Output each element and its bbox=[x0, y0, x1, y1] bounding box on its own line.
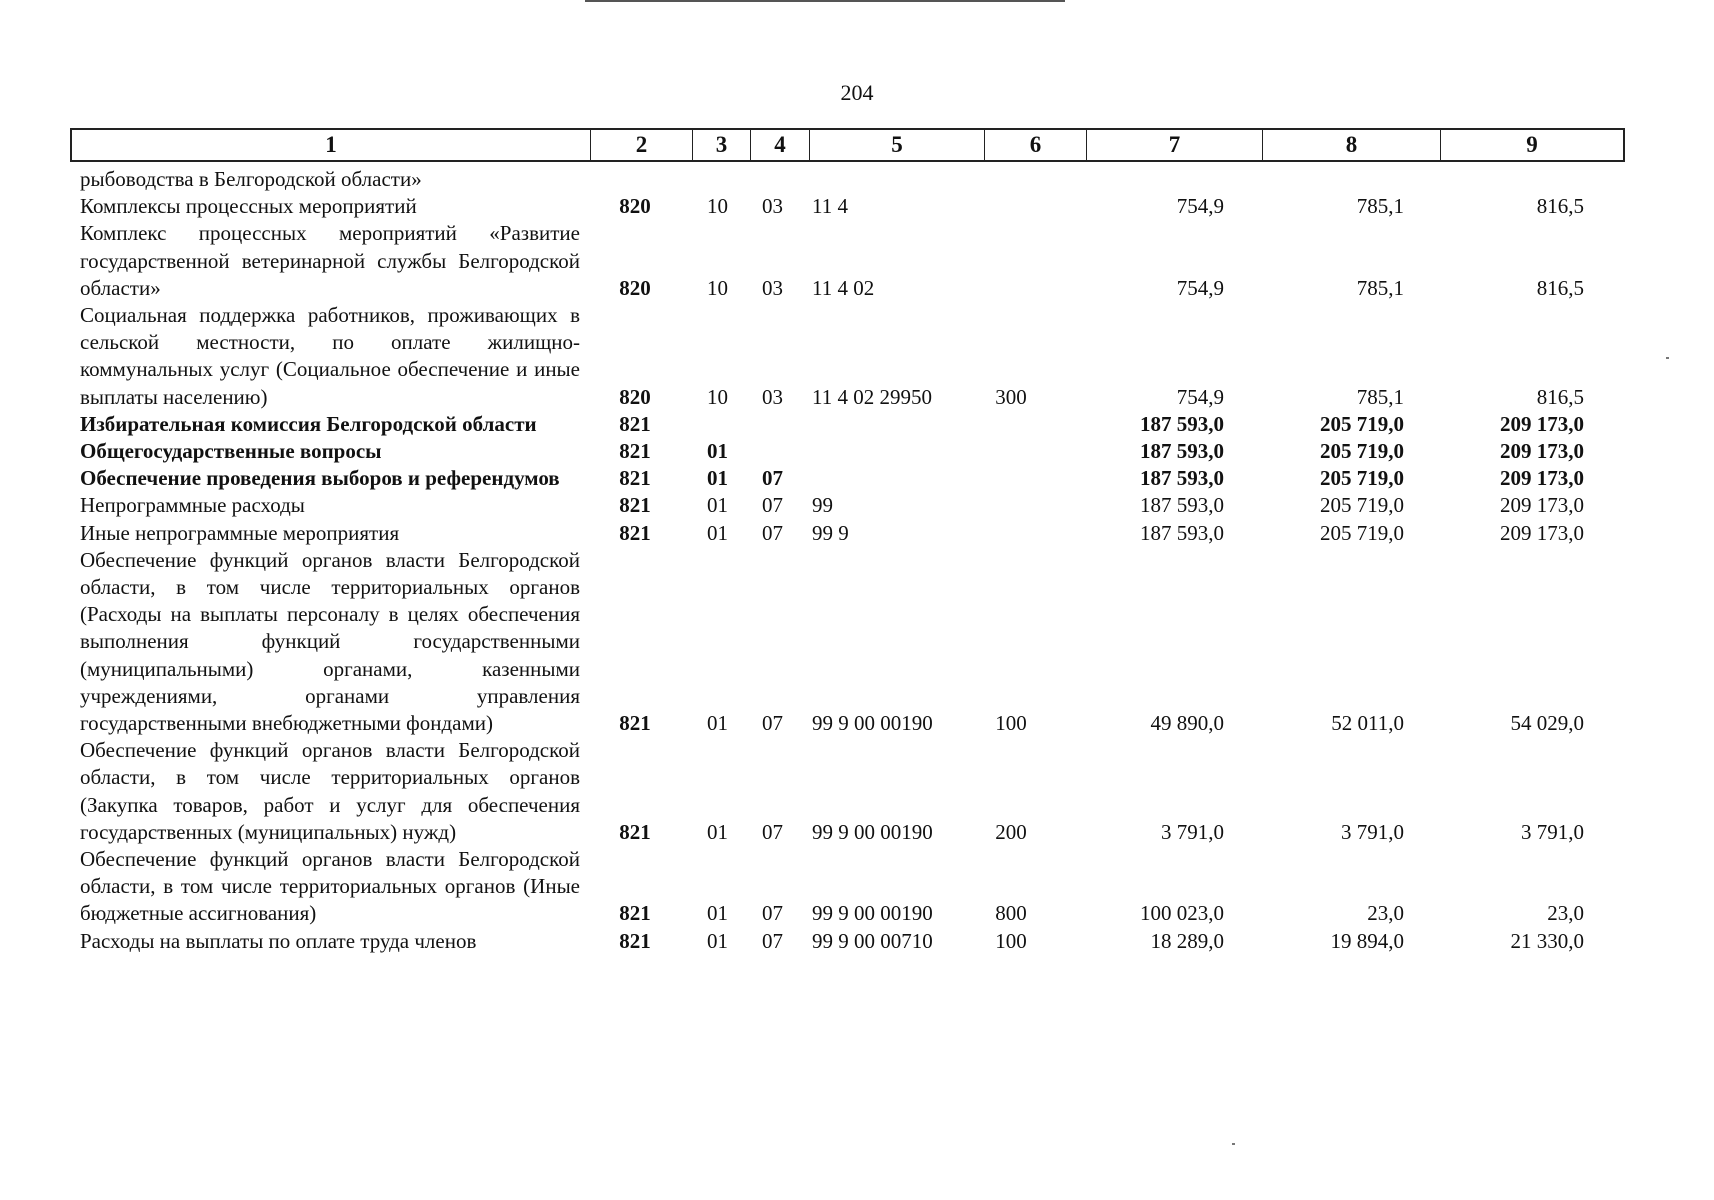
row-pr: 03 bbox=[762, 275, 783, 300]
row-rz: 10 bbox=[707, 275, 728, 300]
row-year3: 3 791,0 bbox=[1521, 819, 1584, 844]
header-col-7: 7 bbox=[1087, 130, 1263, 160]
scan-speck bbox=[1232, 1143, 1235, 1145]
table-row bbox=[80, 302, 1592, 411]
row-csr: 99 9 bbox=[812, 520, 849, 545]
row-year3: 23,0 bbox=[1547, 901, 1584, 926]
row-year2: 785,1 bbox=[1356, 194, 1404, 219]
row-csr: 99 9 00 00710 bbox=[812, 928, 933, 953]
row-year3: 816,5 bbox=[1536, 194, 1584, 219]
row-name: Избирательная комиссия Белгородской области bbox=[80, 411, 537, 436]
row-year3: 209 173,0 bbox=[1500, 411, 1584, 436]
row-csr: 99 9 00 00190 bbox=[812, 819, 933, 844]
row-year2: 785,1 bbox=[1356, 384, 1404, 409]
row-name: Обеспечение функций органов власти Белгородской области, в том числе территориальных органов (Иные бюджетные ассигнования) bbox=[80, 847, 580, 926]
row-ved: 821 bbox=[619, 928, 651, 953]
row-year1: 187 593,0 bbox=[1140, 520, 1224, 545]
row-name: рыбоводства в Белгородской области» bbox=[80, 167, 422, 191]
row-year3: 816,5 bbox=[1536, 384, 1584, 409]
row-vr: 800 bbox=[995, 901, 1027, 926]
table-row bbox=[80, 438, 1592, 465]
header-col-4: 4 bbox=[751, 130, 810, 160]
row-pr: 07 bbox=[762, 819, 783, 844]
table-row bbox=[80, 547, 1592, 737]
row-year1: 18 289,0 bbox=[1150, 928, 1224, 953]
row-year2: 205 719,0 bbox=[1320, 411, 1404, 436]
row-vr: 100 bbox=[995, 928, 1027, 953]
row-pr: 07 bbox=[762, 711, 783, 736]
row-rz: 01 bbox=[707, 711, 728, 736]
row-year2: 205 719,0 bbox=[1320, 493, 1404, 518]
table-row bbox=[80, 166, 1592, 193]
row-csr: 11 4 02 29950 bbox=[812, 384, 932, 409]
row-ved: 821 bbox=[619, 819, 651, 844]
row-csr: 99 9 00 00190 bbox=[812, 711, 933, 736]
row-csr: 99 9 00 00190 bbox=[812, 901, 933, 926]
row-rz: 01 bbox=[707, 819, 728, 844]
header-col-1: 1 bbox=[72, 130, 591, 160]
row-year1: 187 593,0 bbox=[1140, 493, 1224, 518]
row-ved: 821 bbox=[619, 493, 651, 518]
row-year3: 209 173,0 bbox=[1500, 520, 1584, 545]
row-ved: 821 bbox=[619, 411, 651, 436]
header-col-6: 6 bbox=[985, 130, 1087, 160]
row-name: Обеспечение функций органов власти Белгородской области, в том числе территориальных органов (Расходы на выплаты персоналу в целях обеспечения выполнения функций государственными (муниципальными) органами, казенными учреждениями, органами управления государственными внебюджетными фондами) bbox=[80, 547, 580, 736]
row-ved: 821 bbox=[619, 901, 651, 926]
top-rule bbox=[585, 0, 1065, 2]
row-vr: 300 bbox=[995, 384, 1027, 409]
row-year3: 54 029,0 bbox=[1510, 711, 1584, 736]
header-col-5: 5 bbox=[810, 130, 985, 160]
table-row bbox=[80, 520, 1592, 547]
row-year2: 205 719,0 bbox=[1320, 520, 1404, 545]
row-year3: 209 173,0 bbox=[1500, 466, 1584, 491]
table-row bbox=[80, 411, 1592, 438]
row-rz: 01 bbox=[707, 928, 728, 953]
scan-speck bbox=[1666, 357, 1669, 359]
row-pr: 07 bbox=[762, 520, 783, 545]
row-year1: 754,9 bbox=[1176, 194, 1224, 219]
row-rz: 10 bbox=[707, 194, 728, 219]
table-row bbox=[80, 220, 1592, 302]
row-name: Обеспечение функций органов власти Белгородской области, в том числе территориальных органов (Закупка товаров, работ и услуг для обеспечения государственных (муниципальных) нужд) bbox=[80, 738, 580, 844]
row-year1: 187 593,0 bbox=[1140, 411, 1224, 436]
header-col-8: 8 bbox=[1263, 130, 1441, 160]
table-body bbox=[80, 166, 1592, 955]
table-row bbox=[80, 737, 1592, 846]
row-year1: 187 593,0 bbox=[1140, 466, 1224, 491]
header-col-2: 2 bbox=[591, 130, 693, 160]
row-ved: 820 bbox=[619, 194, 651, 219]
row-name: Непрограммные расходы bbox=[80, 493, 305, 518]
row-year3: 21 330,0 bbox=[1510, 928, 1584, 953]
row-rz: 01 bbox=[707, 520, 728, 545]
row-year1: 754,9 bbox=[1176, 275, 1224, 300]
table-row bbox=[80, 492, 1592, 519]
header-col-3: 3 bbox=[693, 130, 751, 160]
page-number: 204 bbox=[840, 80, 874, 105]
row-pr: 07 bbox=[762, 466, 783, 491]
header-col-9: 9 bbox=[1526, 132, 1538, 157]
row-year1: 49 890,0 bbox=[1150, 711, 1224, 736]
row-year3: 209 173,0 bbox=[1500, 439, 1584, 464]
row-pr: 07 bbox=[762, 493, 783, 518]
row-vr: 200 bbox=[995, 819, 1027, 844]
row-year3: 209 173,0 bbox=[1500, 493, 1584, 518]
row-csr: 11 4 02 bbox=[812, 275, 875, 300]
row-ved: 821 bbox=[619, 711, 651, 736]
row-year2: 785,1 bbox=[1356, 275, 1404, 300]
row-rz: 01 bbox=[707, 439, 728, 464]
row-year1: 754,9 bbox=[1176, 384, 1224, 409]
row-year3: 816,5 bbox=[1536, 275, 1584, 300]
row-pr: 07 bbox=[762, 901, 783, 926]
row-year2: 19 894,0 bbox=[1330, 928, 1404, 953]
row-rz: 01 bbox=[707, 493, 728, 518]
row-ved: 821 bbox=[619, 466, 651, 491]
row-name: Общегосударственные вопросы bbox=[80, 439, 382, 464]
row-ved: 821 bbox=[619, 439, 651, 464]
row-year1: 100 023,0 bbox=[1140, 901, 1224, 926]
row-name: Комплекс процессных мероприятий «Развитие государственной ветеринарной службы Белгородской области» bbox=[80, 221, 580, 300]
row-pr: 03 bbox=[762, 194, 783, 219]
row-rz: 01 bbox=[707, 466, 728, 491]
table-row bbox=[80, 465, 1592, 492]
row-name: Комплексы процессных мероприятий bbox=[80, 194, 417, 219]
table-header bbox=[70, 128, 1625, 162]
table-row bbox=[80, 193, 1592, 220]
row-year2: 205 719,0 bbox=[1320, 439, 1404, 464]
row-pr: 07 bbox=[762, 928, 783, 953]
row-rz: 10 bbox=[707, 384, 728, 409]
row-ved: 821 bbox=[619, 520, 651, 545]
row-vr: 100 bbox=[995, 711, 1027, 736]
row-ved: 820 bbox=[619, 384, 651, 409]
row-csr: 99 bbox=[812, 493, 833, 518]
row-pr: 03 bbox=[762, 384, 783, 409]
row-csr: 11 4 bbox=[812, 194, 848, 219]
row-year2: 205 719,0 bbox=[1320, 466, 1404, 491]
row-name: Обеспечение проведения выборов и референдумов bbox=[80, 466, 560, 491]
row-name: Расходы на выплаты по оплате труда членов bbox=[80, 928, 477, 953]
row-year1: 187 593,0 bbox=[1140, 439, 1224, 464]
row-ved: 820 bbox=[619, 275, 651, 300]
row-year2: 23,0 bbox=[1367, 901, 1404, 926]
table-row bbox=[80, 928, 1592, 955]
row-year1: 3 791,0 bbox=[1161, 819, 1224, 844]
table-row bbox=[80, 846, 1592, 928]
row-year2: 3 791,0 bbox=[1341, 819, 1404, 844]
row-name: Иные непрограммные мероприятия bbox=[80, 520, 400, 545]
row-year2: 52 011,0 bbox=[1331, 711, 1404, 736]
row-rz: 01 bbox=[707, 901, 728, 926]
row-name: Социальная поддержка работников, проживающих в сельской местности, по оплате жилищно-коммунальных услуг (Социальное обеспечение и иные выплаты населению) bbox=[80, 303, 580, 409]
